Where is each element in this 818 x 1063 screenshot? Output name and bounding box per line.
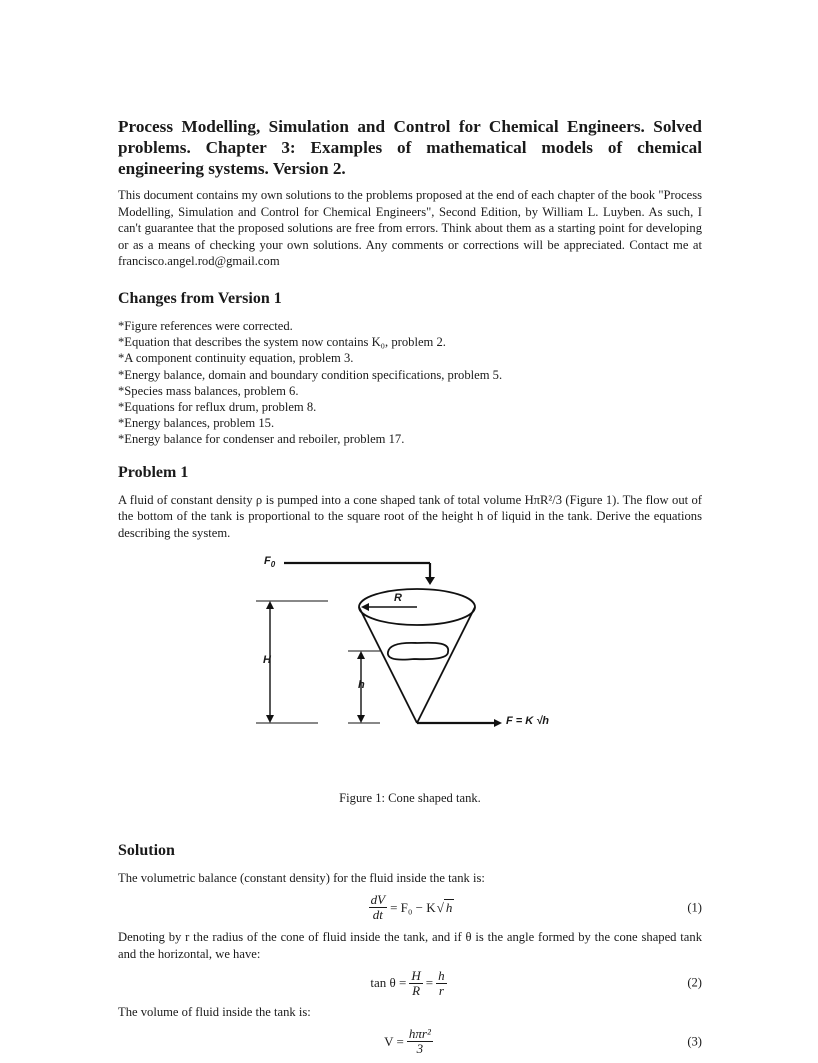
list-item: *Figure references were corrected. (118, 318, 293, 333)
figure-label-r: R (394, 592, 402, 605)
page-content (118, 116, 702, 1063)
problem-text: A fluid of constant density ρ is pumped into a cone shaped tank of total volume HπR²/3 (Figure 1). The flow out of the bottom of the tank is proportional to the square root of the height h of liquid in the tank. Derive the equations describing the system. (118, 492, 702, 540)
solution-text-2: Denoting by r the radius of the cone of fluid inside the tank, and if θ is the angle formed by the cone shaped tank and the horizontal, we have: (118, 929, 702, 961)
problem-section (118, 464, 702, 807)
changes-heading: Changes from Version 1 (118, 289, 282, 307)
eq1-rhs: = F₀ − K (390, 899, 436, 915)
list-item: *Equation that describes the system now contains K₀, problem 2. (118, 335, 446, 350)
solution-text-3: The volume of fluid inside the tank is: (118, 1005, 311, 1020)
problem-heading: Problem 1 (118, 463, 189, 481)
radius-arrow-icon (361, 603, 369, 611)
solution-section (118, 842, 702, 1062)
cone-tank-figure (118, 549, 702, 791)
equation-1: $\frac{dV}{dt}$ = F₀ − K √ h (1) (370, 892, 702, 923)
eq3-lhs: V = (384, 1033, 404, 1049)
h-arrow-down-icon (357, 715, 365, 723)
eq1-number: (1) (687, 900, 702, 915)
h-arrow-up-icon (357, 651, 365, 659)
list-item: *Energy balance for condenser and reboiler, problem 17. (118, 432, 405, 447)
H-arrow-down-icon (266, 715, 274, 723)
figure-label-h: h (358, 679, 365, 692)
list-item: *A component continuity equation, problem 3. (118, 351, 354, 366)
changes-list (118, 318, 702, 448)
equation-3 (118, 1021, 702, 1063)
eq2-fraction-1: $\frac{H}{R}$ (411, 967, 421, 998)
eq1-sqrt: h (445, 900, 453, 916)
figure-caption: Figure 1: Cone shaped tank. (339, 791, 481, 806)
liquid-surface (388, 643, 448, 660)
figure-label-f0: $F_0$ (264, 555, 276, 570)
solution-text-1: The volumetric balance (constant density) for the fluid inside the tank is: (118, 871, 485, 886)
list-item: *Energy balance, domain and boundary condition specifications, problem 5. (118, 367, 503, 382)
list-item: *Energy balances, problem 15. (118, 416, 275, 431)
eq2-lhs: tan θ = (370, 975, 407, 991)
list-item: *Species mass balances, problem 6. (118, 383, 299, 398)
figure-label-outflow: F = K √h (506, 715, 550, 728)
eq3-fraction: $\frac{\text{hπr²}}{3}$ (408, 1026, 431, 1057)
cone-tank-diagram (118, 549, 702, 791)
solution-heading: Solution (118, 842, 175, 860)
outlet-arrow-icon (494, 719, 502, 727)
eq2-number: (2) (687, 975, 702, 990)
intro-paragraph: This document contains my own solutions to the problems proposed at the end of each chapter of the book "Process Modelling, Simulation and Control for Chemical Engineers", Second Edition, by William L. Luyben. As such, I can't guarantee that the proposed solutions are free from errors. Think about them as a starting point for developing or as a means of checking your own solutions. Any comments or corrections will be appreciated. Contact me at francisco.angel.rod@gmail.com (118, 188, 702, 269)
document-title: Process Modelling, Simulation and Control for Chemical Engineers. Solved problems. Chapter 3: Examples of mathematical models of chemical engineering systems. Version 2. (118, 117, 702, 178)
equation-2 (118, 962, 702, 1004)
eq2-equals: = (425, 975, 434, 991)
H-arrow-up-icon (266, 601, 274, 609)
changes-section (118, 290, 702, 448)
eq3-number: (3) (687, 1034, 702, 1049)
eq2-fraction-2: $\frac{h}{r}$ (438, 967, 445, 998)
list-item: *Equations for reflux drum, problem 8. (118, 399, 317, 414)
figure-label-H: H (263, 654, 271, 667)
inlet-arrow-icon (425, 577, 435, 585)
eq1-fraction: $\frac{dV}{dt}$ (370, 892, 386, 923)
